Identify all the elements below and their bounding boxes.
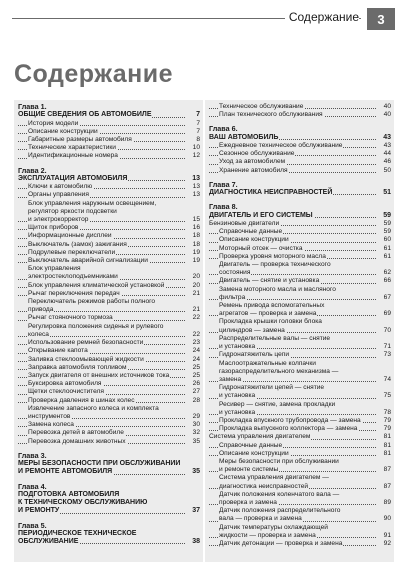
toc-entry[interactable] bbox=[205, 111, 394, 119]
toc-entry[interactable] bbox=[205, 103, 394, 111]
toc-entry[interactable] bbox=[14, 136, 203, 144]
toc-entry-text: ВАШ АВТОМОБИЛЬ bbox=[209, 133, 279, 141]
toc-entry-text: замена bbox=[219, 375, 242, 383]
toc-entry-text: Ресивер — снятие, замена прокладки bbox=[219, 400, 336, 408]
toc-entry-text: Щетки стеклоочистителя bbox=[28, 388, 104, 396]
toc-page-number: 60 bbox=[383, 236, 391, 244]
toc-entry-text: Ремень привода вспомогательных bbox=[219, 302, 325, 310]
toc-page-number: 37 bbox=[192, 507, 200, 515]
toc-entry[interactable] bbox=[14, 191, 203, 199]
toc-entry[interactable] bbox=[14, 356, 203, 364]
toc-entry[interactable] bbox=[205, 474, 394, 482]
toc-page-number: 81 bbox=[383, 449, 391, 457]
toc-entry-text: Извлечение запасного колеса и комплекта bbox=[28, 404, 159, 412]
toc-page-number: 26 bbox=[192, 380, 200, 388]
toc-entry-text: Прокладка выпускного коллектора — замена bbox=[219, 425, 358, 433]
running-header bbox=[0, 8, 407, 30]
toc-entry[interactable] bbox=[205, 142, 394, 150]
toc-page-number: 75 bbox=[383, 392, 391, 400]
toc-entry-text: Проверка давления в шинах колес bbox=[28, 396, 135, 404]
toc-entry-text: Идентификационные номера bbox=[28, 152, 118, 160]
toc-entry-text: ОБСЛУЖИВАНИЕ bbox=[18, 538, 79, 546]
toc-page-number: 81 bbox=[383, 433, 391, 441]
toc-entry[interactable] bbox=[205, 458, 394, 466]
toc-entry-text: Технические характеристики bbox=[28, 144, 116, 152]
toc-page-number: 61 bbox=[383, 244, 391, 252]
toc-entry[interactable] bbox=[205, 327, 394, 335]
toc-chapter bbox=[14, 452, 203, 477]
toc-entry-text: Запуск двигателя от внешних источников тока bbox=[28, 371, 170, 379]
toc-page-number: 21 bbox=[192, 306, 200, 314]
toc-page-number: 20 bbox=[192, 281, 200, 289]
toc-chapter bbox=[14, 167, 203, 446]
toc-page-number: 89 bbox=[383, 498, 391, 506]
toc-entry-text: Датчик детонации — проверка и замена bbox=[219, 539, 343, 547]
chapter-title-entry[interactable] bbox=[14, 491, 203, 499]
toc-page-number: 10 bbox=[192, 144, 200, 152]
toc-page-number: 21 bbox=[192, 289, 200, 297]
toc-entry[interactable] bbox=[14, 429, 203, 437]
chapter-title-entry[interactable] bbox=[14, 111, 203, 119]
toc-entry[interactable] bbox=[205, 532, 394, 540]
chapter-title-entry[interactable] bbox=[14, 538, 203, 546]
toc-entry[interactable] bbox=[14, 323, 203, 331]
toc-page-number: 23 bbox=[192, 339, 200, 347]
toc-entry-text: Датчик температуры охлаждающей bbox=[219, 523, 328, 531]
toc-entry-text: Хранение автомобиля bbox=[219, 166, 288, 174]
toc-entry[interactable] bbox=[14, 273, 203, 281]
toc-entry[interactable] bbox=[14, 200, 203, 216]
toc-entry[interactable] bbox=[205, 491, 394, 499]
toc-page-number: 22 bbox=[192, 330, 200, 338]
toc-entry[interactable] bbox=[14, 413, 203, 421]
toc-page-number: 35 bbox=[192, 468, 200, 476]
toc-entry-text: Ключи к автомобилю bbox=[28, 183, 93, 191]
toc-entry[interactable] bbox=[14, 405, 203, 413]
toc-page-number: 15 bbox=[192, 216, 200, 224]
toc-page-number: 24 bbox=[192, 347, 200, 355]
toc-entry[interactable] bbox=[205, 286, 394, 294]
chapter-title-entry[interactable] bbox=[14, 507, 203, 515]
toc-entry-text: Моторный отсек — очистка bbox=[219, 244, 303, 252]
toc-page-number: 25 bbox=[192, 363, 200, 371]
toc-page-number: 59 bbox=[383, 220, 391, 228]
chapter-title-entry[interactable] bbox=[205, 134, 394, 142]
toc-entry-text: цилиндров — замена bbox=[219, 326, 285, 334]
toc-page-number: 79 bbox=[383, 416, 391, 424]
toc-entry[interactable] bbox=[205, 433, 394, 441]
toc-page-number: 7 bbox=[196, 119, 200, 127]
chapter-label: Глава 2. bbox=[18, 165, 47, 175]
toc-entry[interactable] bbox=[14, 282, 203, 290]
toc-chapter bbox=[14, 483, 203, 516]
toc-entry-text: Прокладка впускного трубопровода — замена bbox=[219, 416, 361, 424]
toc-entry-text: Ежедневное техническое обслуживание bbox=[219, 142, 343, 150]
chapter-title-entry[interactable] bbox=[14, 468, 203, 476]
toc-entry[interactable] bbox=[205, 253, 394, 261]
toc-entry[interactable] bbox=[14, 331, 203, 339]
toc-entry-text: Блок управления bbox=[28, 265, 81, 273]
toc-entry-text: История модели bbox=[28, 119, 79, 127]
toc-entry-text: фильтра bbox=[219, 293, 246, 301]
toc-entry[interactable] bbox=[14, 128, 203, 136]
toc-entry-text: Регулировка положения сиденья и рулевого bbox=[28, 322, 164, 330]
toc-page-number: 40 bbox=[383, 103, 391, 110]
toc-chapter bbox=[205, 203, 394, 548]
toc-page-number: 66 bbox=[383, 277, 391, 285]
chapter-label: Глава 3. bbox=[18, 450, 47, 460]
toc-page-number: 29 bbox=[192, 412, 200, 420]
toc-entry-text: диагностика неисправностей bbox=[219, 482, 309, 490]
toc-page-number: 13 bbox=[192, 175, 200, 183]
toc-entry-text: Щиток приборов bbox=[28, 224, 79, 232]
toc-page-number: 22 bbox=[192, 314, 200, 322]
toc-entry-text: Переключатель режимов работы полного bbox=[28, 298, 156, 306]
toc-entry[interactable] bbox=[14, 232, 203, 240]
toc-page-number: 71 bbox=[383, 343, 391, 351]
toc-page-number: 8 bbox=[196, 136, 200, 144]
toc-page-number: 20 bbox=[192, 273, 200, 281]
toc-entry[interactable] bbox=[14, 388, 203, 396]
toc-entry[interactable] bbox=[205, 483, 394, 491]
toc-entry[interactable] bbox=[205, 351, 394, 359]
toc-column-right bbox=[205, 100, 394, 562]
toc-entry-text: Габаритные размеры автомобиля bbox=[28, 136, 132, 144]
chapter-title-entry[interactable] bbox=[14, 530, 203, 538]
toc-entry[interactable] bbox=[14, 372, 203, 380]
toc-entry[interactable] bbox=[205, 392, 394, 400]
toc-page-number: 87 bbox=[383, 482, 391, 490]
toc-entry[interactable] bbox=[205, 450, 394, 458]
toc-entry-text: Замена колеса bbox=[28, 421, 74, 429]
toc-page-number: 69 bbox=[383, 310, 391, 318]
toc-entry-text: вала — проверка и замена bbox=[219, 515, 302, 523]
toc-page-number: 13 bbox=[192, 183, 200, 191]
toc-entry-text: Гидронатяжитель цепи bbox=[219, 351, 290, 359]
toc-entry-text: И РЕМОНТЕ АВТОМОБИЛЯ bbox=[18, 468, 113, 476]
toc-entry[interactable] bbox=[205, 401, 394, 409]
toc-entry[interactable] bbox=[14, 397, 203, 405]
toc-entry-text: МЕРЫ БЕЗОПАСНОСТИ ПРИ ОБСЛУЖИВАНИИ bbox=[18, 460, 181, 468]
toc-page-number: 12 bbox=[192, 152, 200, 160]
toc-entry[interactable] bbox=[205, 524, 394, 532]
toc-entry-text: и установка bbox=[219, 343, 256, 351]
toc-page-number: 44 bbox=[383, 150, 391, 158]
toc-entry[interactable] bbox=[205, 360, 394, 368]
toc-entry[interactable] bbox=[14, 290, 203, 298]
toc-entry-text: и установка bbox=[219, 408, 256, 416]
toc-page-number: 32 bbox=[192, 429, 200, 437]
toc-entry-text: газораспределительного механизма — bbox=[219, 367, 339, 375]
toc-entry-text: Двигатель — проверка технического bbox=[219, 261, 331, 269]
toc-entry[interactable] bbox=[14, 241, 203, 249]
toc-column-left bbox=[14, 100, 203, 562]
toc-page-number: 7 bbox=[196, 127, 200, 135]
toc-entry-text: и ремонте системы bbox=[219, 466, 279, 474]
chapter-label: Глава 5. bbox=[18, 520, 47, 530]
toc-page-number: 50 bbox=[383, 166, 391, 174]
toc-page-number: 67 bbox=[383, 293, 391, 301]
toc-entry[interactable] bbox=[205, 368, 394, 376]
chapter-title-entry[interactable] bbox=[205, 212, 394, 220]
toc-entry-text: Замена моторного масла и масляного bbox=[219, 285, 336, 293]
toc-entry[interactable] bbox=[205, 417, 394, 425]
toc-page-number: 51 bbox=[383, 189, 391, 197]
toc-page-number: 28 bbox=[192, 396, 200, 404]
toc-entry-text: Проверка уровня моторного масла bbox=[219, 252, 326, 260]
toc-entry-text: Выключатель (замок) зажигания bbox=[28, 240, 127, 248]
toc-entry-text: Выключатель аварийной сигнализации bbox=[28, 257, 148, 265]
chapter-label: Глава 8. bbox=[209, 202, 238, 212]
chapter-label: Глава 7. bbox=[209, 179, 238, 189]
toc-page-number: 19 bbox=[192, 248, 200, 256]
toc-entry-text: и электрокорректор bbox=[28, 216, 89, 224]
toc-entry-text: Гидронатяжители цепей — снятие bbox=[219, 384, 325, 392]
chapter-label: Глава 4. bbox=[18, 481, 47, 491]
toc-entry[interactable] bbox=[205, 376, 394, 384]
toc-entry-text: инструментов bbox=[28, 412, 71, 420]
toc-entry-text: Открывание капота bbox=[28, 347, 88, 355]
page-title: Содержание bbox=[14, 60, 174, 88]
toc-entry-text: Использование ремней безопасности bbox=[28, 339, 144, 347]
toc-page-number: 73 bbox=[383, 351, 391, 359]
toc-entry-text: Уход за автомобилем bbox=[219, 158, 286, 166]
toc-page-number: 13 bbox=[192, 191, 200, 199]
toc-entry-text: Маслоотражательные колпачки bbox=[219, 359, 316, 367]
toc-page-number: 18 bbox=[192, 232, 200, 240]
toc-chapter bbox=[14, 103, 203, 161]
toc-chapter bbox=[14, 522, 203, 547]
toc-entry-text: проверка и замена bbox=[219, 498, 277, 506]
toc-entry[interactable] bbox=[205, 158, 394, 166]
toc-entry-text: Датчик положения распределительного bbox=[219, 507, 341, 515]
chapter-label: Глава 1. bbox=[18, 102, 47, 111]
toc-entry[interactable] bbox=[205, 442, 394, 450]
toc-entry-text: Двигатель — снятие и установка bbox=[219, 277, 320, 285]
toc-entry-text: Заправка автомобиля топливом bbox=[28, 363, 127, 371]
toc-entry-text: Бензиновые двигатели bbox=[209, 220, 280, 228]
toc-entry[interactable] bbox=[205, 499, 394, 507]
toc-entry[interactable] bbox=[14, 438, 203, 446]
toc-chapter bbox=[205, 103, 394, 119]
toc-page-number: 38 bbox=[192, 538, 200, 546]
toc-entry-text: ЭКСПЛУАТАЦИЯ АВТОМОБИЛЯ bbox=[18, 175, 128, 183]
toc-entry-text: ОБЩИЕ СВЕДЕНИЯ ОБ АВТОМОБИЛЕ bbox=[18, 111, 152, 119]
chapter-title-entry[interactable] bbox=[205, 189, 394, 197]
toc-entry-text: Заливка стеклоомывающей жидкости bbox=[28, 355, 144, 363]
toc-page-number: 78 bbox=[383, 408, 391, 416]
toc-chapter bbox=[205, 125, 394, 174]
toc-entry-text: Блок управления климатической установкой bbox=[28, 281, 165, 289]
toc-entry[interactable] bbox=[14, 249, 203, 257]
toc-entry-text: жидкости — проверка и замена bbox=[219, 531, 316, 539]
toc-page-number: 16 bbox=[192, 224, 200, 232]
chapter-label: Глава 6. bbox=[209, 124, 238, 134]
toc-page-number: 30 bbox=[192, 421, 200, 429]
toc-entry-text: Сезонное обслуживание bbox=[219, 150, 295, 158]
toc-entry-text: ДИАГНОСТИКА НЕИСПРАВНОСТЕЙ bbox=[209, 189, 333, 197]
toc-entry-text: Система управления двигателем bbox=[209, 433, 311, 441]
toc-entry[interactable] bbox=[14, 152, 203, 160]
toc-page-number: 70 bbox=[383, 326, 391, 334]
toc-page-number: 25 bbox=[192, 371, 200, 379]
toc-entry-text: агрегатов — проверка и замена bbox=[219, 310, 317, 318]
toc-entry[interactable] bbox=[14, 120, 203, 128]
toc-entry-text: ПОДГОТОВКА АВТОМОБИЛЯ bbox=[18, 490, 120, 498]
toc-entry[interactable] bbox=[14, 347, 203, 355]
toc-page-number: 24 bbox=[192, 355, 200, 363]
toc-page-number: 35 bbox=[192, 437, 200, 445]
toc-entry[interactable] bbox=[205, 540, 394, 548]
toc-page-number: 59 bbox=[383, 228, 391, 236]
toc-page-number: 43 bbox=[383, 133, 391, 141]
toc-entry-text: Перевозка домашних животных bbox=[28, 437, 126, 445]
toc-entry-text: привода bbox=[28, 306, 54, 314]
toc-entry-text: Справочные данные bbox=[219, 441, 283, 449]
toc-page-number: 79 bbox=[383, 425, 391, 433]
toc-entry-text: ДВИГАТЕЛЬ И ЕГО СИСТЕМЫ bbox=[209, 211, 313, 219]
toc-entry-text: План технического обслуживания bbox=[219, 111, 323, 119]
toc-entry-text: Информационные дисплеи bbox=[28, 232, 112, 240]
toc-entry-text: Описание конструкции bbox=[219, 449, 289, 457]
chapter-title-entry[interactable] bbox=[14, 175, 203, 183]
toc-entry-text: Подрулевые переключатели bbox=[28, 248, 116, 256]
toc-page-number: 19 bbox=[192, 257, 200, 265]
toc-page-number: 43 bbox=[383, 142, 391, 150]
page-number-badge: 3 bbox=[367, 8, 395, 30]
toc-entry-text: Датчик положения коленчатого вала — bbox=[219, 490, 340, 498]
toc-entry-text: Меры безопасности при обслуживании bbox=[219, 457, 339, 465]
toc-entry-text: ПЕРИОДИЧЕСКОЕ ТЕХНИЧЕСКОЕ bbox=[18, 529, 137, 537]
toc-page-number: 90 bbox=[383, 515, 391, 523]
toc-entry-text: Описание конструкции bbox=[28, 127, 98, 135]
toc-entry-text: Распределительные валы — снятие bbox=[219, 334, 331, 342]
toc-entry[interactable] bbox=[205, 236, 394, 244]
toc-entry[interactable] bbox=[205, 409, 394, 417]
toc-page-number: 27 bbox=[192, 388, 200, 396]
toc-entry-text: Справочные данные bbox=[219, 228, 283, 236]
toc-entry-text: Техническое обслуживание bbox=[219, 103, 304, 110]
toc-page-number: 7 bbox=[196, 111, 200, 119]
toc-entry-text: Прокладка крышки головки блока bbox=[219, 318, 322, 326]
toc-entry-text: Органы управления bbox=[28, 191, 89, 199]
toc-entry-text: К ТЕХНИЧЕСКОМУ ОБСЛУЖИВАНИЮ bbox=[18, 499, 148, 507]
toc-page-number: 92 bbox=[383, 539, 391, 547]
toc-entry[interactable] bbox=[14, 364, 203, 372]
toc-entry[interactable] bbox=[14, 314, 203, 322]
toc-entry[interactable] bbox=[205, 335, 394, 343]
toc-page-number: 18 bbox=[192, 240, 200, 248]
toc-entry-text: колеса bbox=[28, 330, 49, 338]
toc-entry-text: Блок управления наружным освещением, регулятор яркости подсветки bbox=[28, 199, 157, 215]
toc-page-number: 61 bbox=[383, 252, 391, 260]
toc-page-number: 59 bbox=[383, 211, 391, 219]
toc-entry-text: Рычаг переключения передач bbox=[28, 289, 120, 297]
toc-entry[interactable] bbox=[205, 245, 394, 253]
toc-page-number: 81 bbox=[383, 441, 391, 449]
toc-entry[interactable] bbox=[205, 167, 394, 175]
toc-entry-text: состояния bbox=[219, 269, 251, 277]
toc-entry[interactable] bbox=[205, 515, 394, 523]
toc-entry-text: И РЕМОНТУ bbox=[18, 507, 60, 515]
toc-page-number: 91 bbox=[383, 531, 391, 539]
toc-page-number: 87 bbox=[383, 466, 391, 474]
toc-entry[interactable] bbox=[205, 318, 394, 326]
toc-entry-text: Система управления двигателем — bbox=[219, 474, 329, 482]
toc-entry-text: Перевозка детей в автомобиле bbox=[28, 429, 124, 437]
toc-entry[interactable] bbox=[205, 294, 394, 302]
toc-page-number: 74 bbox=[383, 375, 391, 383]
toc-chapter bbox=[205, 181, 394, 198]
toc-page-number: 40 bbox=[383, 111, 391, 119]
toc-page-number: 46 bbox=[383, 158, 391, 166]
running-header-label: Содержание bbox=[285, 10, 359, 24]
toc-entry-text: Рычаг стояночного тормоза bbox=[28, 314, 113, 322]
toc-entry[interactable] bbox=[205, 277, 394, 285]
toc-entry-text: и установка bbox=[219, 392, 256, 400]
toc-entry-text: Описание конструкции bbox=[219, 236, 289, 244]
toc-page-number: 62 bbox=[383, 269, 391, 277]
toc-entry-text: Буксировка автомобиля bbox=[28, 380, 102, 388]
toc-entry-text: электростеклоподъемниками bbox=[28, 273, 118, 281]
